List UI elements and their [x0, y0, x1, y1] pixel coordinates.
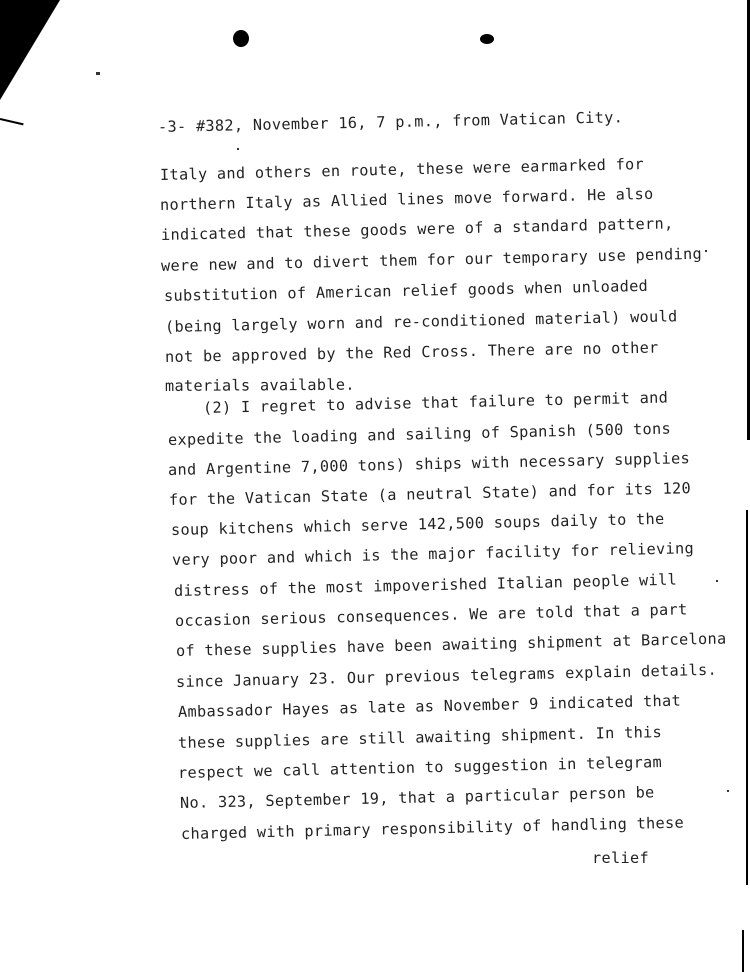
- body-line: very poor and which is the major facility for relieving: [171, 539, 695, 569]
- scan-speck: [237, 148, 239, 150]
- body-line: expedite the loading and sailing of Spanish (500 tons: [167, 419, 672, 449]
- body-line: Ambassador Hayes as late as November 9 indicated that: [177, 691, 682, 721]
- body-line: (being largely worn and re-conditioned material) would: [164, 307, 678, 336]
- body-line: not be approved by the Red Cross. There are no other: [164, 338, 659, 366]
- punch-hole-left: [233, 30, 249, 47]
- scan-right-edge: [746, 510, 748, 885]
- body-line: Italy and others en route, these were earmarked for: [159, 155, 645, 184]
- body-line: northern Italy as Allied lines move forward. He also: [159, 184, 654, 214]
- body-line: and Argentine 7,000 tons) ships with necessary supplies: [167, 449, 691, 479]
- punch-hole-right: [480, 34, 494, 44]
- body-line: soup kitchens which serve 142,500 soups daily to the: [170, 509, 665, 539]
- paragraph-2-start: (2) I regret to advise that failure to permit and: [202, 388, 669, 417]
- body-line: these supplies are still awaiting shipment. In this: [177, 723, 663, 752]
- scan-speck: [727, 790, 729, 792]
- scan-speck: [716, 580, 718, 582]
- body-line: for the Vatican State (a neutral State) and for its 120: [168, 479, 692, 509]
- body-line: respect we call attention to suggestion in telegram: [177, 753, 663, 782]
- body-line: occasion serious consequences. We are told that a part: [174, 600, 688, 630]
- body-line: substitution of American relief goods when unloaded: [163, 276, 649, 305]
- body-line: were new and to divert them for our temporary use pending: [160, 244, 703, 275]
- body-line: since January 23. Our previous telegrams explain details.: [175, 660, 718, 691]
- scan-right-edge: [742, 930, 744, 972]
- scan-speck: [705, 250, 707, 252]
- body-line: charged with primary responsibility of handling these: [180, 813, 685, 843]
- body-line: distress of the most impoverished Italian people will: [173, 570, 678, 600]
- body-line: materials available.: [164, 375, 355, 395]
- telegram-header: -3- #382, November 16, 7 p.m., from Vatican City.: [157, 108, 624, 136]
- catchword: relief: [592, 849, 649, 867]
- scan-edge-mark: [0, 118, 24, 125]
- scan-corner-shadow: [0, 0, 60, 100]
- body-line: indicated that these goods were of a standard pattern,: [160, 214, 674, 244]
- body-line: of these supplies have been awaiting shipment at Barcelona: [175, 629, 727, 660]
- body-line: No. 323, September 19, that a particular person be: [179, 783, 655, 812]
- scan-speck: [96, 72, 100, 75]
